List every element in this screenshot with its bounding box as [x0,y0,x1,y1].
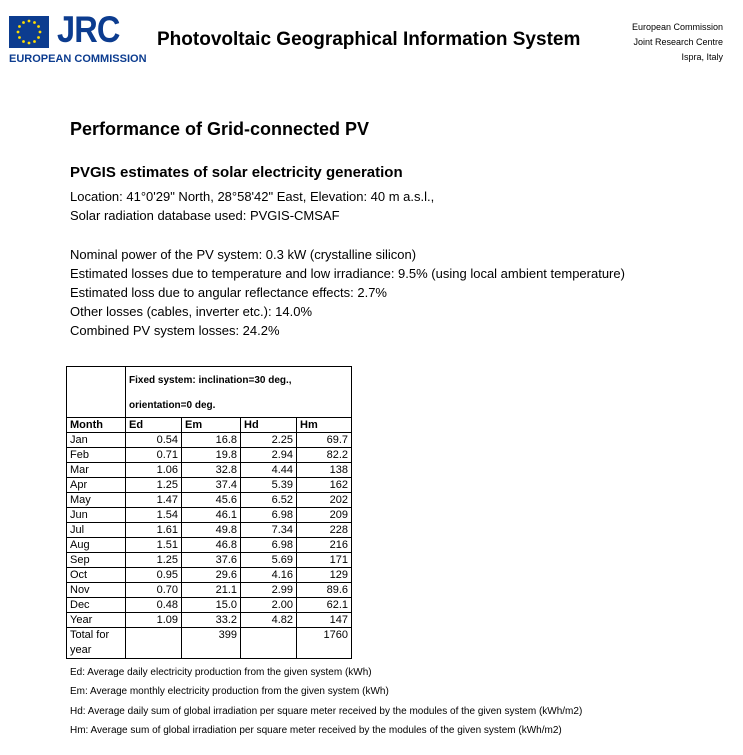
table-row [67,538,352,553]
value-cell: 6.98 [241,508,297,523]
value-cell: 49.8 [182,523,241,538]
table-row [67,508,352,523]
eu-star-icon [18,25,21,28]
value-cell: 29.6 [182,568,241,583]
table-system-row [67,367,352,393]
system-desc-line2: orientation=0 deg. [126,392,352,418]
legend-em: Em: Average monthly electricity production from the given system (kWh) [70,686,389,697]
eu-star-icon [17,31,20,34]
value-cell: 7.34 [241,523,297,538]
table-row [67,583,352,598]
value-cell [126,628,182,659]
eu-flag-icon [9,16,49,48]
value-cell: 1.51 [126,538,182,553]
month-cell: Oct [67,568,126,583]
value-cell: 1.09 [126,613,182,628]
col-header-month: Month [67,418,126,433]
month-cell: Jan [67,433,126,448]
legend-hd: Hd: Average daily sum of global irradiation per square meter received by the modules of the given system (kWh/m2) [70,706,583,717]
value-cell: 33.2 [182,613,241,628]
value-cell: 1.47 [126,493,182,508]
table-row [67,598,352,613]
table-row [67,553,352,568]
legend-ed: Ed: Average daily electricity production from the given system (kWh) [70,667,372,678]
eu-star-icon [33,21,36,24]
total-label-line2: year [70,644,92,656]
total-label-cell [67,628,126,659]
col-header-hd: Hd [241,418,297,433]
value-cell: 216 [297,538,352,553]
value-cell: 1.06 [126,463,182,478]
param-nominal-power: Nominal power of the PV system: 0.3 kW (crystalline silicon) [70,247,417,262]
eu-star-icon [37,25,40,28]
page-title: Performance of Grid-connected PV [70,119,370,139]
value-cell: 15.0 [182,598,241,613]
month-cell: Sep [67,553,126,568]
value-cell: 0.95 [126,568,182,583]
eu-star-icon [18,36,21,39]
month-cell: Feb [67,448,126,463]
table-row [67,478,352,493]
total-hm-cell: 1760 [297,628,352,659]
value-cell: 2.25 [241,433,297,448]
value-cell: 171 [297,553,352,568]
value-cell: 0.70 [126,583,182,598]
table-total-row [67,628,352,659]
value-cell: 69.7 [297,433,352,448]
month-cell: Jul [67,523,126,538]
value-cell: 162 [297,478,352,493]
org-line: Ispra, Italy [681,52,723,62]
month-cell: Dec [67,598,126,613]
col-header-hm: Hm [297,418,352,433]
value-cell: 37.4 [182,478,241,493]
param-combined-losses: Combined PV system losses: 24.2% [70,323,280,338]
value-cell: 4.44 [241,463,297,478]
value-cell: 1.25 [126,553,182,568]
value-cell: 16.8 [182,433,241,448]
value-cell: 4.16 [241,568,297,583]
value-cell: 5.39 [241,478,297,493]
results-table [66,366,352,659]
month-cell: May [67,493,126,508]
value-cell: 4.82 [241,613,297,628]
value-cell [241,628,297,659]
value-cell: 138 [297,463,352,478]
value-cell: 1.61 [126,523,182,538]
org-line: Joint Research Centre [633,37,723,47]
table-row [67,568,352,583]
value-cell: 147 [297,613,352,628]
value-cell: 45.6 [182,493,241,508]
table-row [67,493,352,508]
table-row [67,613,352,628]
value-cell: 6.52 [241,493,297,508]
value-cell: 46.8 [182,538,241,553]
value-cell: 0.54 [126,433,182,448]
total-em-cell: 399 [182,628,241,659]
value-cell: 209 [297,508,352,523]
value-cell: 19.8 [182,448,241,463]
value-cell: 62.1 [297,598,352,613]
section-title: PVGIS estimates of solar electricity generation [70,164,403,181]
value-cell: 89.6 [297,583,352,598]
table-corner-cell [67,367,126,418]
month-cell: Apr [67,478,126,493]
table-row [67,448,352,463]
eu-star-icon [22,21,25,24]
table-header-row [67,418,352,433]
logo-subtext: EUROPEAN COMMISSION [9,53,147,65]
month-cell: Year [67,613,126,628]
param-reflectance-loss: Estimated loss due to angular reflectance effects: 2.7% [70,285,387,300]
system-title: Photovoltaic Geographical Information System [157,29,581,50]
eu-star-icon [33,40,36,43]
eu-star-icon [28,20,31,23]
eu-star-icon [22,40,25,43]
param-temperature-losses: Estimated losses due to temperature and low irradiance: 9.5% (using local ambient temperature) [70,266,625,281]
value-cell: 21.1 [182,583,241,598]
col-header-ed: Ed [126,418,182,433]
table-row [67,433,352,448]
value-cell: 1.25 [126,478,182,493]
value-cell: 228 [297,523,352,538]
month-cell: Aug [67,538,126,553]
value-cell: 2.00 [241,598,297,613]
value-cell: 5.69 [241,553,297,568]
location-text: Location: 41°0'29" North, 28°58'42" East, Elevation: 40 m a.s.l., [70,189,435,204]
value-cell: 46.1 [182,508,241,523]
system-desc-line1: Fixed system: inclination=30 deg., [126,367,352,393]
value-cell: 1.54 [126,508,182,523]
value-cell: 82.2 [297,448,352,463]
value-cell: 2.99 [241,583,297,598]
value-cell: 0.71 [126,448,182,463]
eu-star-icon [28,42,31,45]
col-header-em: Em [182,418,241,433]
month-cell: Mar [67,463,126,478]
org-line: European Commission [631,22,723,32]
logo-text: JRC [57,9,120,50]
table-row [67,523,352,538]
value-cell: 37.6 [182,553,241,568]
database-text: Solar radiation database used: PVGIS-CMSAF [70,208,340,223]
value-cell: 2.94 [241,448,297,463]
value-cell: 202 [297,493,352,508]
eu-star-icon [37,36,40,39]
value-cell: 6.98 [241,538,297,553]
value-cell: 32.8 [182,463,241,478]
organization-block [632,20,723,65]
eu-stars-icon [9,16,49,48]
param-other-losses: Other losses (cables, inverter etc.): 14.0% [70,304,313,319]
value-cell: 0.48 [126,598,182,613]
legend-hm: Hm: Average sum of global irradiation per square meter received by the modules of the given system (kWh/m2) [70,725,562,736]
month-cell: Nov [67,583,126,598]
value-cell: 129 [297,568,352,583]
eu-star-icon [39,31,42,34]
table-row [67,463,352,478]
month-cell: Jun [67,508,126,523]
total-label-line1: Total for [70,629,110,641]
